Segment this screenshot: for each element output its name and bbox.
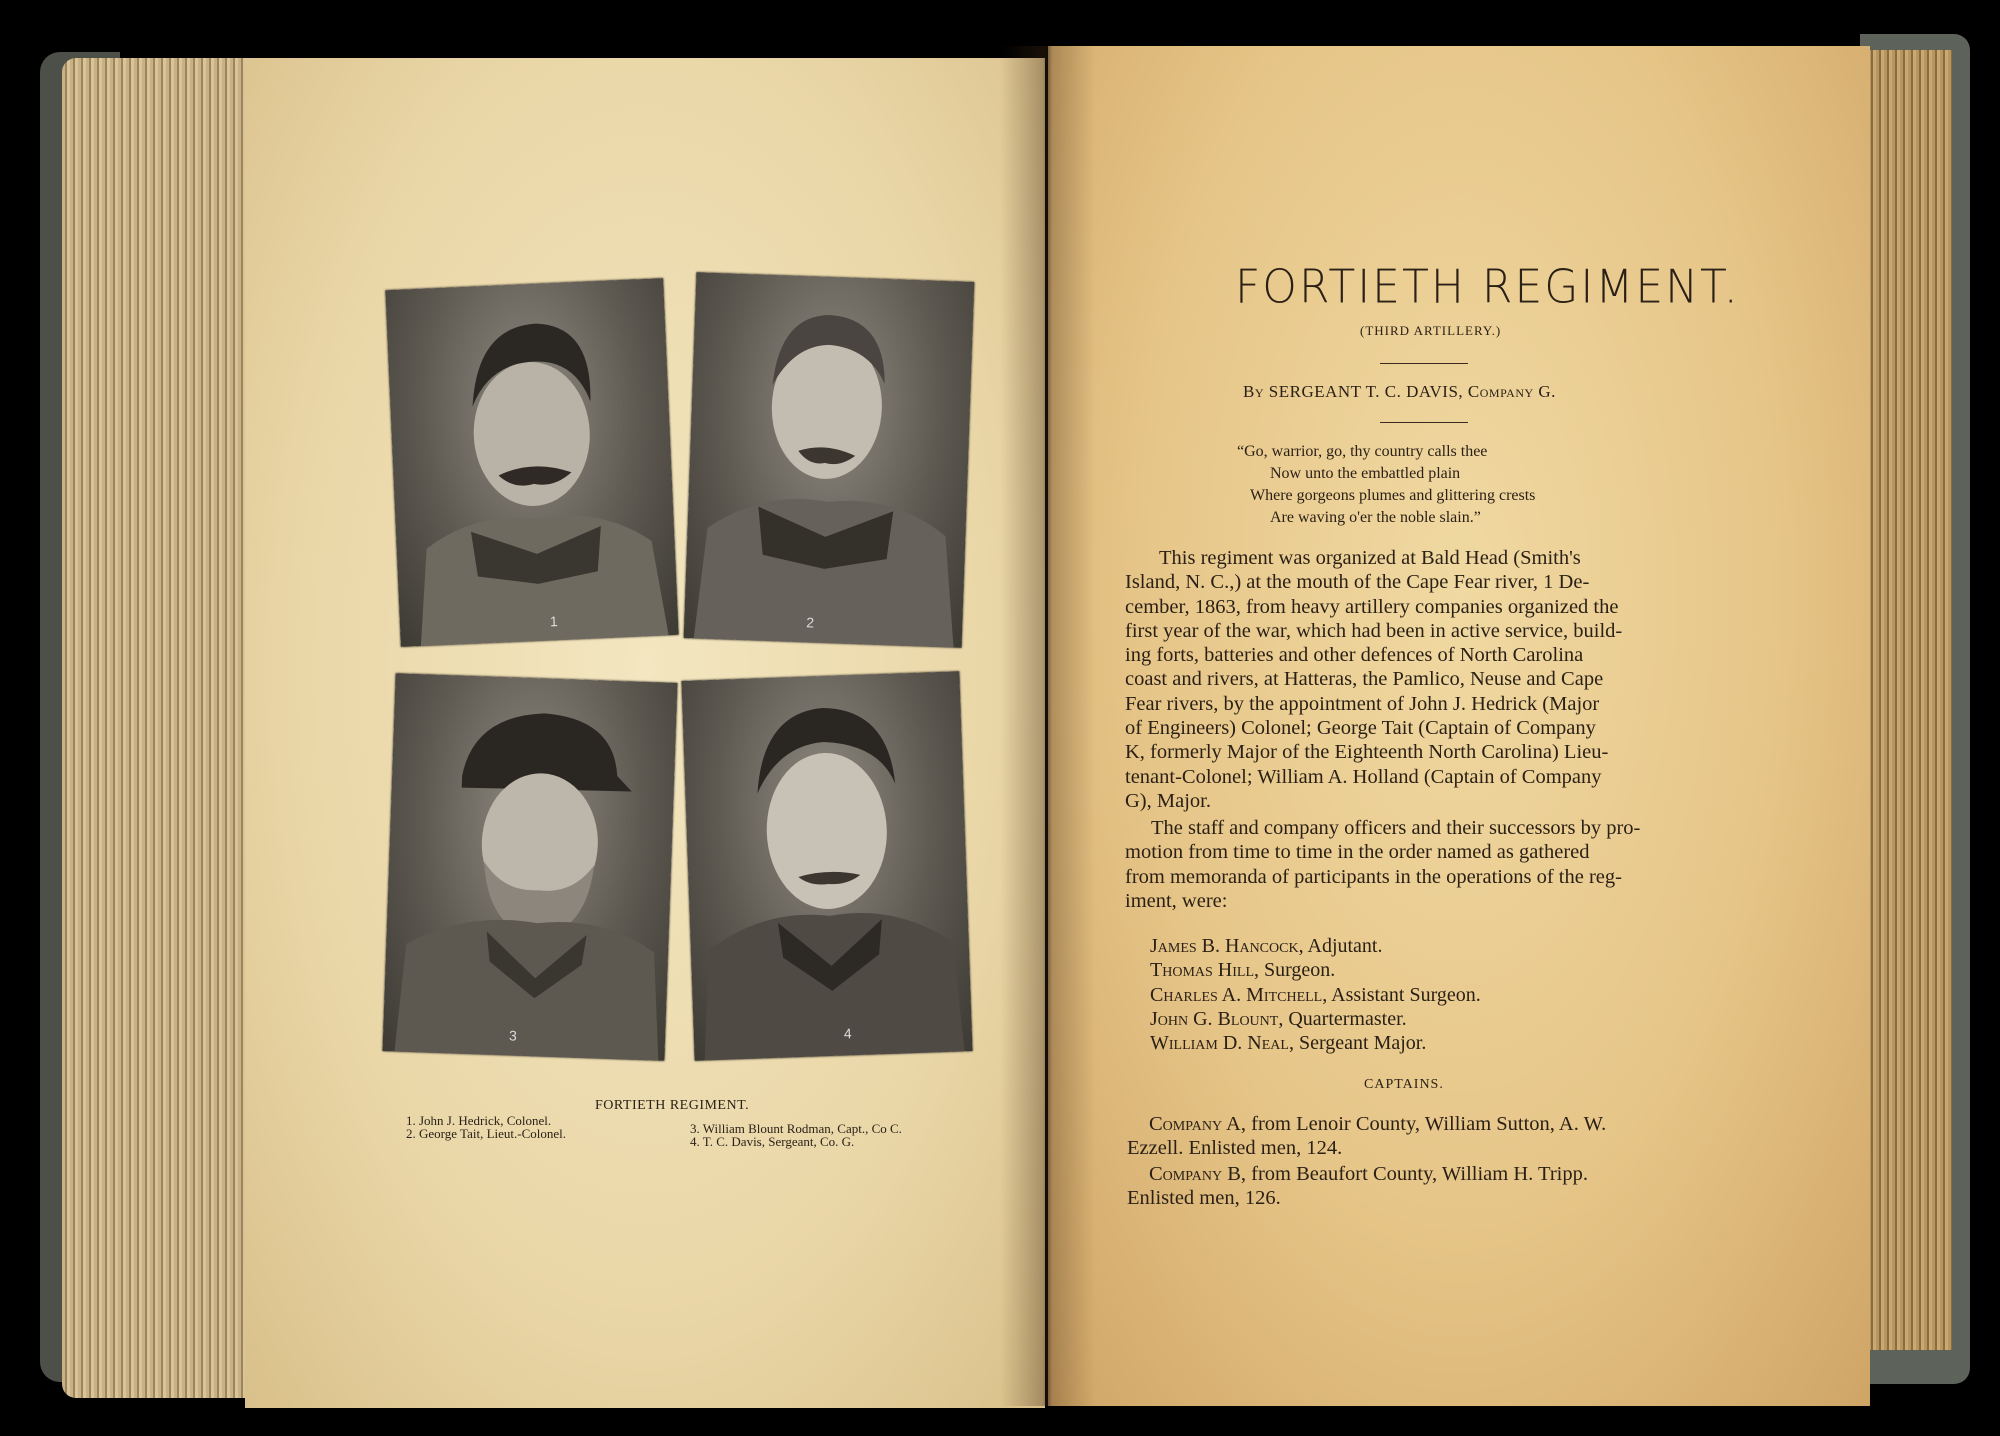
portrait-figure-icon (684, 272, 975, 647)
portrait-figure-icon (681, 671, 972, 1060)
photo-caption-2 (406, 1127, 566, 1140)
text-line: Fear rivers, by the appointment of John J. Hedrick (Major (1125, 692, 1600, 715)
officer-role: Sergeant Major. (1298, 1032, 1427, 1054)
photo-number: 1 (549, 613, 559, 630)
chapter-subtitle: (THIRD ARTILLERY.) (1360, 323, 1502, 338)
text-line: from memoranda of participants in the operations of the reg- (1125, 865, 1622, 888)
text-line: K, formerly Major of the Eighteenth North Carolina) Lieu- (1125, 741, 1609, 764)
caption-text: T. C. Davis, Sergeant, Co. G. (702, 1134, 855, 1149)
portrait-figure-icon (385, 278, 678, 647)
photo-caption-title: FORTIETH REGIMENT. (595, 1098, 750, 1113)
book-gutter (1000, 46, 1095, 1406)
poem-line: Now unto the embattled plain (1270, 465, 1461, 482)
portrait-photo-3 (382, 673, 677, 1061)
byline (1243, 382, 1556, 402)
text-line (1127, 1112, 1692, 1136)
poem-line: “Go, warrior, go, thy country calls thee (1237, 443, 1488, 460)
text-line: cember, 1863, from heavy artillery companies organized the (1125, 595, 1619, 618)
company-text: from Lenoir County, William Sutton, A. W. (1251, 1113, 1607, 1135)
text-line (1127, 1162, 1692, 1186)
portrait-photo-4 (681, 671, 972, 1060)
officer-entry (1150, 959, 1335, 982)
body-paragraph-2 (1125, 816, 1700, 913)
photo-number: 4 (843, 1025, 852, 1042)
byline-company: Company G. (1467, 382, 1556, 401)
byline-prefix: By (1243, 382, 1265, 401)
officer-name: James B. Hancock, (1150, 935, 1304, 957)
officer-role: Adjutant. (1307, 935, 1383, 957)
officer-role: Quartermaster. (1288, 1008, 1407, 1030)
officer-entry (1150, 984, 1481, 1007)
company-text: from Beaufort County, William H. Tripp. (1251, 1163, 1588, 1185)
body-paragraph-1 (1125, 546, 1700, 813)
company-name: Company A, (1149, 1113, 1246, 1135)
officer-name: John G. Blount, (1150, 1008, 1284, 1030)
portrait-photo-1 (385, 278, 678, 647)
text-line: Ezzell. Enlisted men, 124. (1127, 1137, 1343, 1160)
caption-number: 3. (690, 1121, 700, 1136)
text-line: iment, were: (1125, 889, 1228, 912)
officer-role: Surgeon. (1264, 959, 1336, 981)
officer-entry (1150, 1008, 1407, 1031)
officer-entry (1150, 1032, 1426, 1055)
text-line: of Engineers) Colonel; George Tait (Captain of Company (1125, 717, 1596, 740)
text-line: Island, N. C.,) at the mouth of the Cape Fear river, 1 De- (1125, 571, 1590, 594)
text-line: motion from time to time in the order named as gathered (1125, 841, 1590, 864)
poem-line: Where gorgeons plumes and glittering crests (1250, 487, 1536, 504)
officer-name: William D. Neal, (1150, 1032, 1294, 1054)
photo-number: 3 (508, 1027, 518, 1044)
divider-rule (1380, 363, 1468, 364)
chapter-title: FORTIETH REGIMENT. (1235, 260, 1740, 315)
company-entry-a (1127, 1112, 1692, 1161)
caption-text: William Blount Rodman, Capt., Co C. (702, 1121, 902, 1136)
captains-heading: CAPTAINS. (1364, 1077, 1444, 1092)
caption-number: 1. (406, 1113, 416, 1128)
portrait-photo-2 (684, 272, 975, 647)
byline-name: SERGEANT T. C. DAVIS, (1268, 382, 1464, 401)
page-edges-left (62, 58, 252, 1398)
page-edges-right (1860, 50, 1952, 1350)
text-line: This regiment was organized at Bald Head (Smith's (1159, 547, 1581, 569)
text-line: ing forts, batteries and other defences of North Carolina (1125, 644, 1584, 667)
caption-number: 2. (406, 1126, 416, 1141)
officer-name: Charles A. Mitchell, (1150, 984, 1328, 1006)
text-line: coast and rivers, at Hatteras, the Pamlico, Neuse and Cape (1125, 668, 1604, 691)
portrait-figure-icon (382, 673, 677, 1061)
text-line: Enlisted men, 126. (1127, 1187, 1281, 1210)
company-name: Company B, (1149, 1163, 1246, 1185)
photo-caption-4 (690, 1135, 854, 1148)
caption-number: 4. (690, 1134, 700, 1149)
caption-text: John J. Hedrick, Colonel. (419, 1113, 552, 1128)
officer-role: Assistant Surgeon. (1331, 984, 1481, 1006)
divider-rule (1380, 422, 1468, 423)
text-line: The staff and company officers and their successors by pro- (1151, 817, 1641, 839)
text-line: first year of the war, which had been in active service, build- (1125, 619, 1623, 642)
text-line: G), Major. (1125, 789, 1211, 812)
officer-entry (1150, 935, 1383, 958)
photo-number: 2 (806, 614, 815, 631)
company-entry-b (1127, 1162, 1692, 1211)
text-line: tenant-Colonel; William A. Holland (Captain of Company (1125, 765, 1602, 788)
caption-text: George Tait, Lieut.-Colonel. (419, 1126, 566, 1141)
poem-line: Are waving o'er the noble slain.” (1270, 509, 1481, 526)
officer-name: Thomas Hill, (1150, 959, 1259, 981)
